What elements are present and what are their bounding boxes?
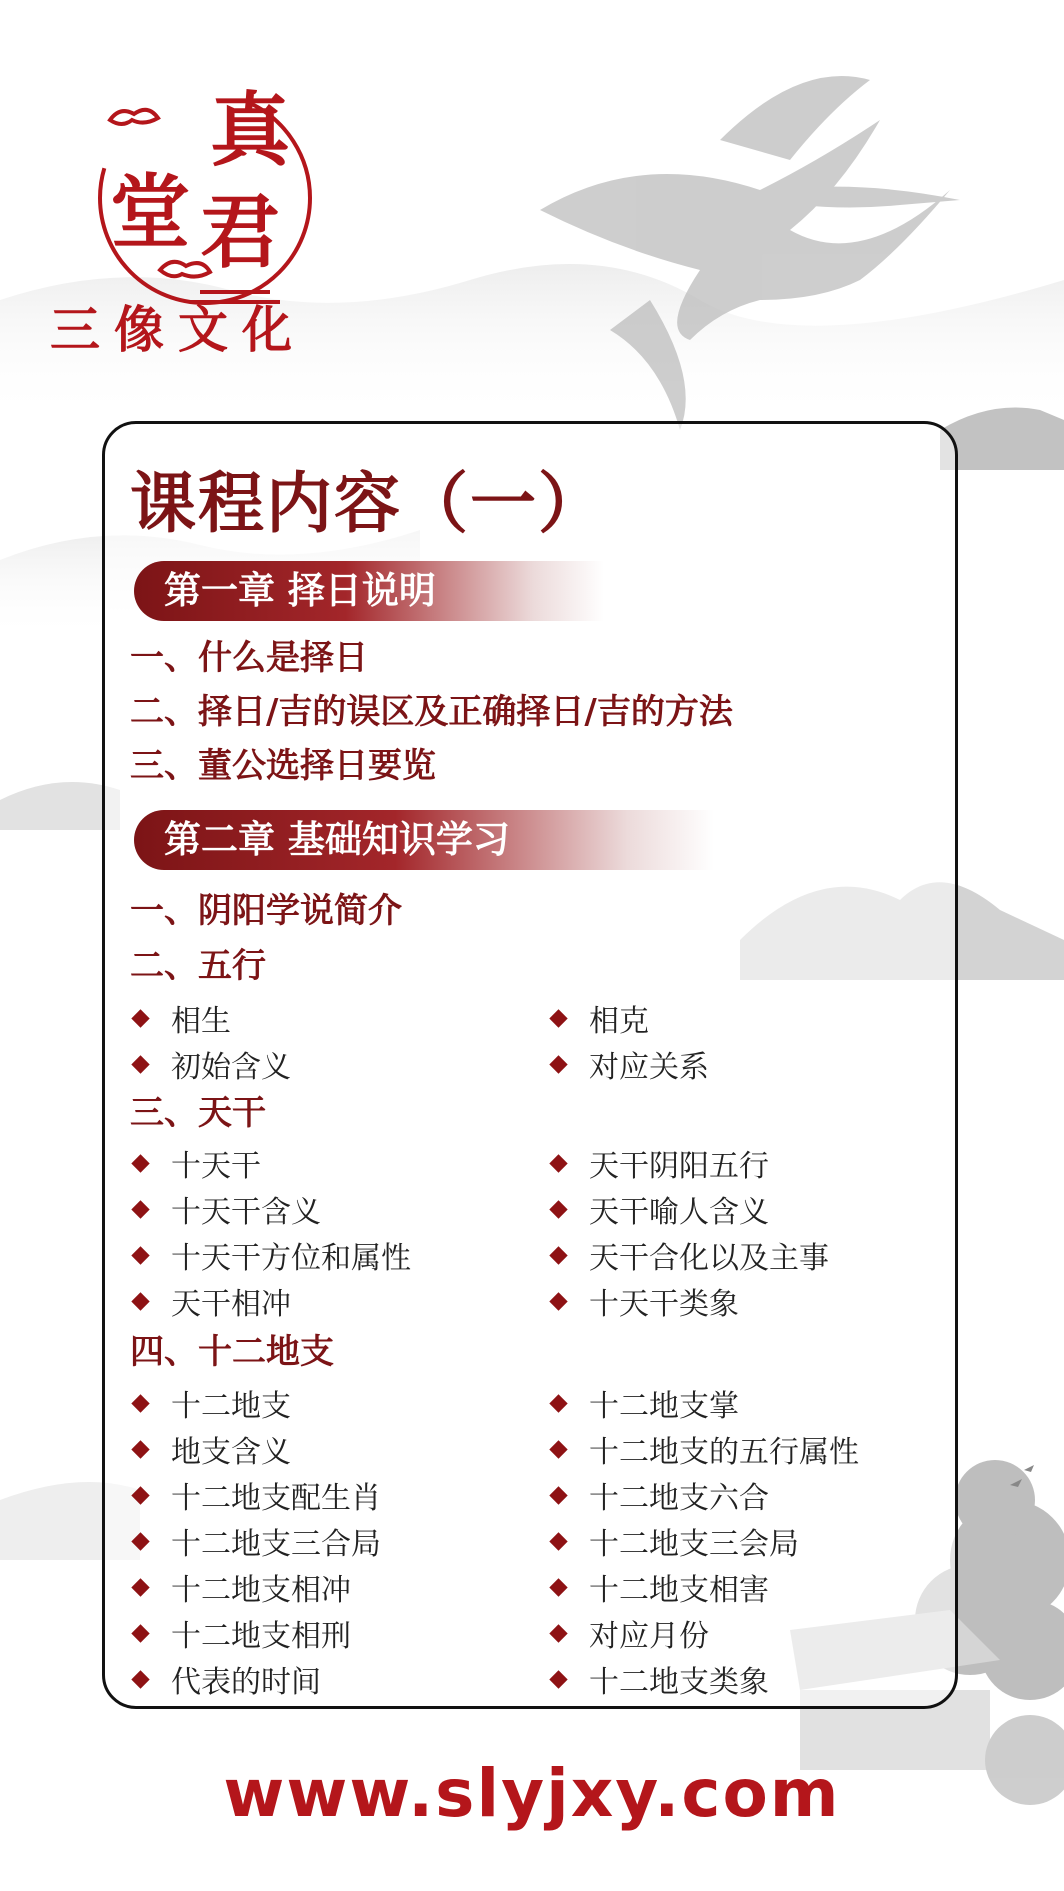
list-item bbox=[134, 1283, 291, 1327]
diamond-bullet-icon bbox=[549, 1440, 567, 1458]
list-item-label: 十二地支相冲 bbox=[171, 1573, 351, 1608]
diamond-bullet-icon bbox=[131, 1292, 149, 1310]
list-item-label: 对应关系 bbox=[589, 1050, 709, 1085]
seal-char: 堂 bbox=[110, 165, 190, 259]
list-item bbox=[552, 1569, 769, 1613]
diamond-bullet-icon bbox=[549, 1246, 567, 1264]
list-item bbox=[552, 1385, 739, 1429]
list-item-label: 相克 bbox=[589, 1004, 649, 1039]
list-item-label: 十二地支类象 bbox=[589, 1665, 769, 1700]
list-item-label: 十二地支三会局 bbox=[589, 1527, 799, 1562]
chapter-banner: 第一章 择日说明 bbox=[134, 561, 604, 621]
list-item bbox=[134, 1046, 291, 1090]
list-item bbox=[552, 1000, 649, 1044]
list-item bbox=[134, 1191, 321, 1235]
list-item-label: 天干相冲 bbox=[171, 1287, 291, 1322]
diamond-bullet-icon bbox=[131, 1578, 149, 1596]
list-item bbox=[134, 1237, 411, 1281]
chapter-banner: 第二章 基础知识学习 bbox=[134, 810, 714, 870]
section-title: 二、择日/吉的误区及正确择日/吉的方法 bbox=[130, 692, 733, 732]
list-item-label: 十二地支配生肖 bbox=[171, 1481, 381, 1516]
list-item-label: 十天干含义 bbox=[171, 1195, 321, 1230]
section-title: 四、十二地支 bbox=[130, 1332, 334, 1372]
diamond-bullet-icon bbox=[131, 1009, 149, 1027]
section-title: 三、天干 bbox=[130, 1093, 266, 1133]
diamond-bullet-icon bbox=[131, 1246, 149, 1264]
diamond-bullet-icon bbox=[549, 1670, 567, 1688]
section-title: 二、五行 bbox=[130, 946, 266, 986]
seal-char: 君 bbox=[200, 185, 280, 279]
diamond-bullet-icon bbox=[549, 1200, 567, 1218]
diamond-bullet-icon bbox=[131, 1440, 149, 1458]
brand-name: 三像文化 bbox=[50, 300, 306, 359]
section-title: 一、什么是择日 bbox=[130, 638, 368, 678]
website-link[interactable]: www.slyjxy.com bbox=[223, 1755, 841, 1832]
diamond-bullet-icon bbox=[549, 1009, 567, 1027]
diamond-bullet-icon bbox=[549, 1154, 567, 1172]
list-item-label: 天干喻人含义 bbox=[589, 1195, 769, 1230]
diamond-bullet-icon bbox=[549, 1624, 567, 1642]
diamond-bullet-icon bbox=[549, 1532, 567, 1550]
list-item bbox=[134, 1000, 231, 1044]
list-item-label: 天干合化以及主事 bbox=[589, 1241, 829, 1276]
diamond-bullet-icon bbox=[549, 1486, 567, 1504]
diamond-bullet-icon bbox=[131, 1394, 149, 1412]
list-item bbox=[552, 1477, 769, 1521]
list-item-label: 十二地支掌 bbox=[589, 1389, 739, 1424]
list-item-label: 十二地支 bbox=[171, 1389, 291, 1424]
list-item bbox=[134, 1145, 261, 1189]
list-item bbox=[552, 1046, 709, 1090]
list-item-label: 十二地支相刑 bbox=[171, 1619, 351, 1654]
list-item-label: 相生 bbox=[171, 1004, 231, 1039]
list-item bbox=[134, 1385, 291, 1429]
list-item bbox=[552, 1237, 829, 1281]
diamond-bullet-icon bbox=[131, 1200, 149, 1218]
list-item bbox=[552, 1191, 769, 1235]
diamond-bullet-icon bbox=[131, 1532, 149, 1550]
list-item bbox=[552, 1145, 769, 1189]
diamond-bullet-icon bbox=[131, 1624, 149, 1642]
diamond-bullet-icon bbox=[549, 1055, 567, 1073]
list-item bbox=[552, 1283, 739, 1327]
diamond-bullet-icon bbox=[131, 1055, 149, 1073]
list-item bbox=[552, 1661, 769, 1705]
list-item bbox=[134, 1569, 351, 1613]
list-item bbox=[134, 1431, 291, 1475]
list-item bbox=[552, 1523, 799, 1567]
list-item-label: 对应月份 bbox=[589, 1619, 709, 1654]
list-item-label: 天干阴阳五行 bbox=[589, 1149, 769, 1184]
list-item-label: 十二地支的五行属性 bbox=[589, 1435, 859, 1470]
list-item bbox=[134, 1477, 381, 1521]
list-item-label: 十天干方位和属性 bbox=[171, 1241, 411, 1276]
list-item bbox=[552, 1431, 859, 1475]
diamond-bullet-icon bbox=[131, 1670, 149, 1688]
list-item-label: 十二地支六合 bbox=[589, 1481, 769, 1516]
section-title: 一、阴阳学说简介 bbox=[130, 891, 402, 931]
list-item-label: 地支含义 bbox=[171, 1435, 291, 1470]
list-item-label: 初始含义 bbox=[171, 1050, 291, 1085]
list-item bbox=[134, 1615, 351, 1659]
diamond-bullet-icon bbox=[131, 1486, 149, 1504]
list-item bbox=[134, 1523, 381, 1567]
list-item-label: 十二地支三合局 bbox=[171, 1527, 381, 1562]
list-item bbox=[134, 1661, 321, 1705]
list-item bbox=[552, 1615, 709, 1659]
diamond-bullet-icon bbox=[549, 1292, 567, 1310]
list-item-label: 十天干类象 bbox=[589, 1287, 739, 1322]
diamond-bullet-icon bbox=[549, 1394, 567, 1412]
diamond-bullet-icon bbox=[131, 1154, 149, 1172]
seal-char: 真 bbox=[210, 83, 290, 177]
list-item-label: 十天干 bbox=[171, 1149, 261, 1184]
page-title: 课程内容（一） bbox=[130, 465, 606, 542]
list-item-label: 代表的时间 bbox=[171, 1665, 321, 1700]
section-title: 三、董公选择日要览 bbox=[130, 746, 436, 786]
diamond-bullet-icon bbox=[549, 1578, 567, 1596]
list-item-label: 十二地支相害 bbox=[589, 1573, 769, 1608]
